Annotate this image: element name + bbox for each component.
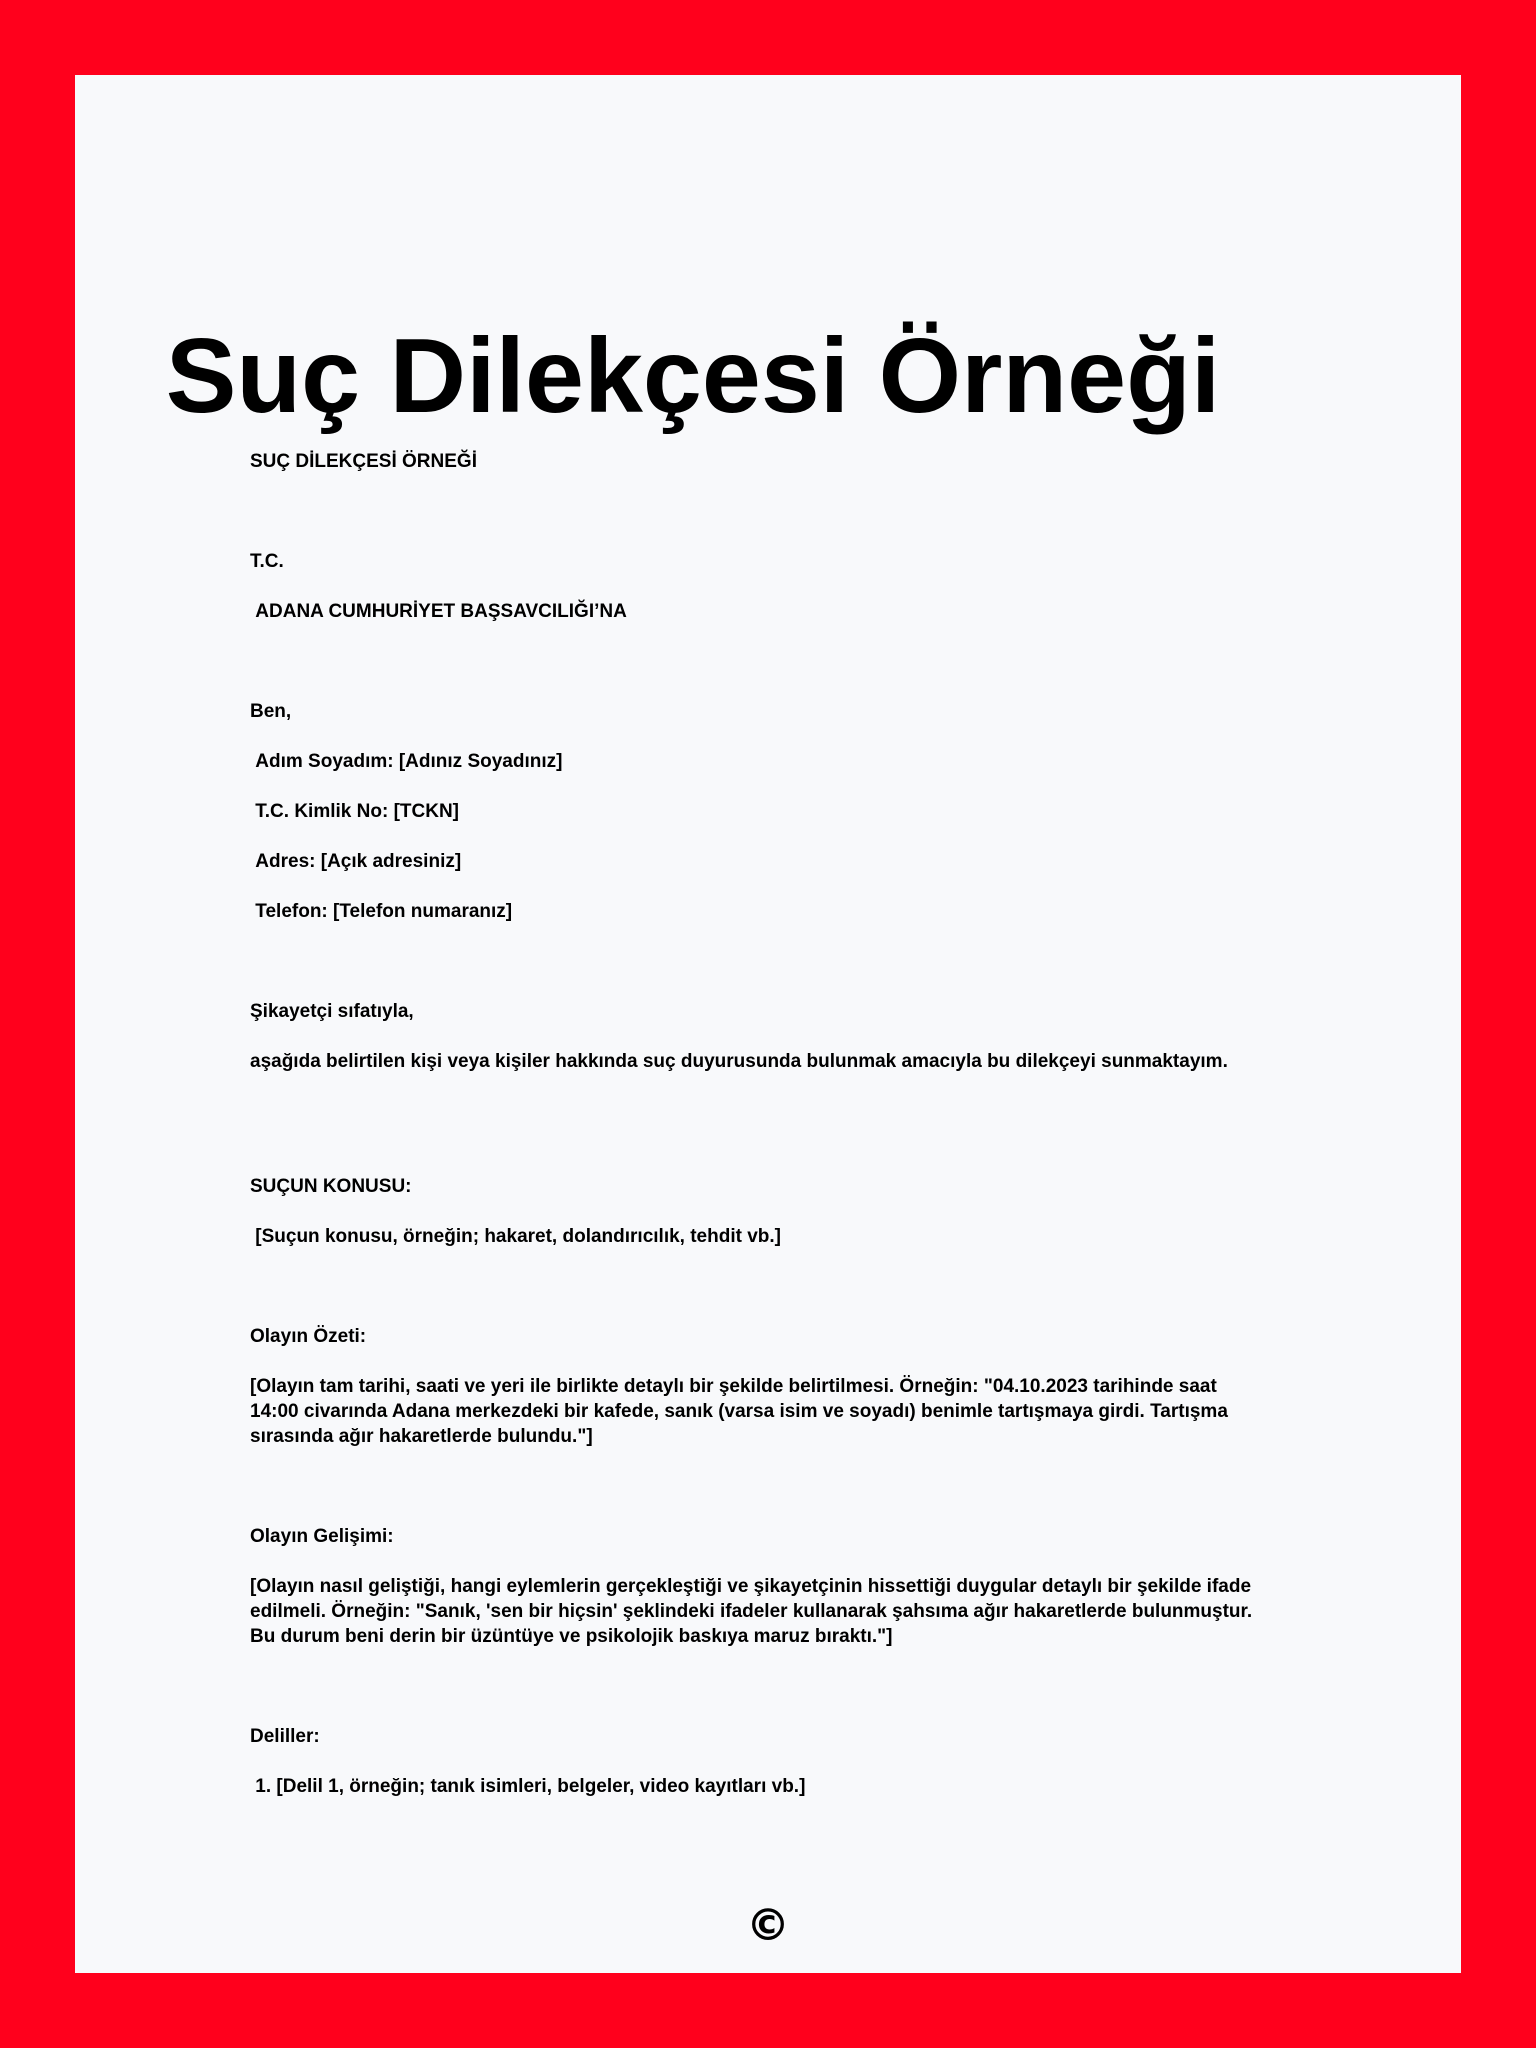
crime-subject-value: [Suçun konusu, örneğin; hakaret, dolandırıcılık, tehdit vb.] xyxy=(250,1226,782,1247)
copyright-icon: © xyxy=(746,1900,790,1951)
field-tckn: T.C. Kimlik No: [TCKN] xyxy=(250,801,459,822)
development-value: [Olayın nasıl geliştiği, hangi eylemlerin gerçekleştiği ve şikayetçinin hissettiği duygular detaylı bir şekilde ifade edilmeli. Örneğin: "Sanık, 'sen bir hiçsin' şeklindeki ifadeler kullanarak şahsıma ağır hakaretlerde bulunmuştur. Bu durum beni derin bir üzüntüye ve psikolojik baskıya maruz bıraktı."] xyxy=(250,1576,1258,1647)
summary-label: Olayın Özeti: xyxy=(250,1326,367,1347)
purpose-text: aşağıda belirtilen kişi veya kişiler hakkında suç duyurusunda bulunmak amacıyla bu dilekçeyi sunmaktayım. xyxy=(250,1051,1228,1072)
page-title: Suç Dilekçesi Örneği xyxy=(165,317,1221,436)
development-label: Olayın Gelişimi: xyxy=(250,1526,394,1547)
crime-subject-label: SUÇUN KONUSU: xyxy=(250,1176,412,1197)
evidence-item: 1. [Delil 1, örneğin; tanık isimleri, belgeler, video kayıtları vb.] xyxy=(250,1776,806,1797)
tc-label: T.C. xyxy=(250,551,284,572)
evidence-label: Deliller: xyxy=(250,1726,320,1747)
addressee: ADANA CUMHURİYET BAŞSAVCILIĞI’NA xyxy=(250,601,627,622)
document-heading: SUÇ DİLEKÇESİ ÖRNEĞİ xyxy=(250,451,477,472)
capacity-text: Şikayetçi sıfatıyla, xyxy=(250,1001,414,1022)
summary-value: [Olayın tam tarihi, saati ve yeri ile birlikte detaylı bir şekilde belirtilmesi. Örneğin: "04.10.2023 tarihinde saat 14:00 civarında Adana merkezdeki bir kafede, sanık (varsa isim ve soyadı) benimle tartışmaya girdi. Tartışma sırasında ağır hakaretlerde bulundu."] xyxy=(250,1376,1234,1447)
field-phone: Telefon: [Telefon numaranız] xyxy=(250,901,513,922)
field-name: Adım Soyadım: [Adınız Soyadınız] xyxy=(250,751,563,772)
intro-text: Ben, xyxy=(250,701,292,722)
field-address: Adres: [Açık adresiniz] xyxy=(250,851,462,872)
